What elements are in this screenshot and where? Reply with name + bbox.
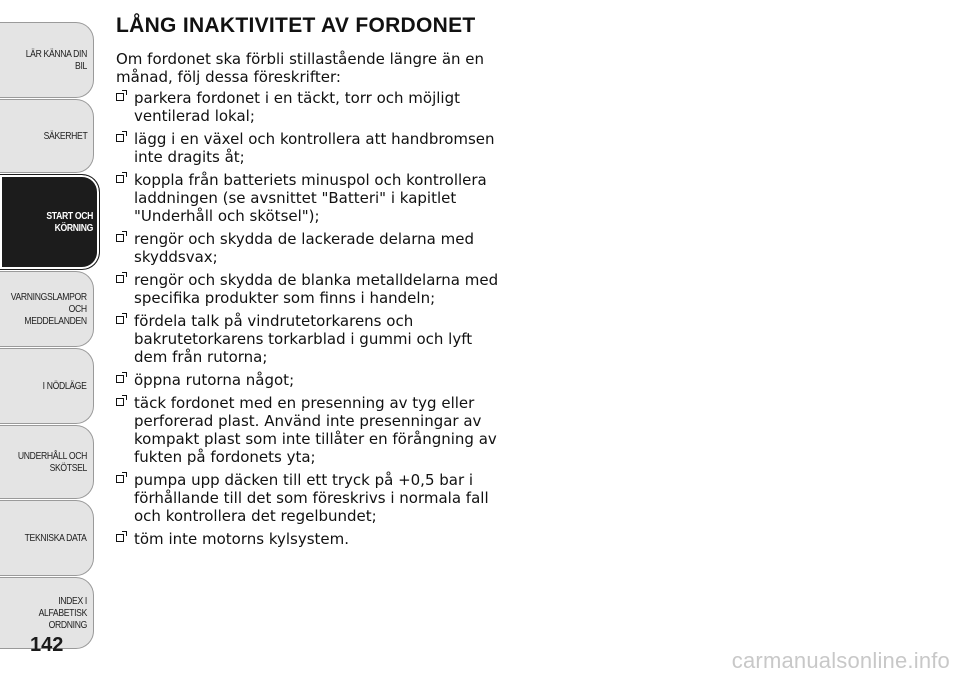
list-item bbox=[116, 230, 506, 266]
tab-label: UNDERHÅLL OCH SKÖTSEL bbox=[17, 450, 87, 474]
list-item-text: rengör och skydda de lackerade delarna med skyddsvax; bbox=[134, 230, 474, 266]
main-content bbox=[116, 14, 506, 553]
tab-start-och-korning[interactable] bbox=[0, 174, 100, 270]
checkbox-bullet-icon bbox=[116, 93, 124, 101]
checkbox-bullet-icon bbox=[116, 475, 124, 483]
tab-label: I NÖDLÄGE bbox=[43, 380, 87, 392]
list-item bbox=[116, 130, 506, 166]
watermark: carmanualsonline.info bbox=[731, 648, 950, 673]
tab-lar-kanna-din-bil[interactable] bbox=[0, 22, 94, 98]
checkbox-bullet-icon bbox=[116, 534, 124, 542]
list-item-text: pumpa upp däcken till ett tryck på +0,5 bar i förhållande till det som föreskrivs i normala fall och kontrollera det regelbundet; bbox=[134, 471, 489, 525]
tab-i-nodlage[interactable] bbox=[0, 348, 94, 424]
tab-label: INDEX I ALFABETISK ORDNING bbox=[38, 595, 87, 631]
checkbox-bullet-icon bbox=[116, 234, 124, 242]
tab-varningslampor-och-meddelanden[interactable] bbox=[0, 271, 94, 347]
page-number: 142 bbox=[30, 634, 64, 656]
list-item-text: täck fordonet med en presenning av tyg eller perforerad plast. Använd inte presenningar av kompakt plast som inte tillåter en förångning av fukten på fordonets yta; bbox=[134, 394, 497, 466]
checkbox-bullet-icon bbox=[116, 375, 124, 383]
tab-sakerhet[interactable] bbox=[0, 99, 94, 173]
instruction-list bbox=[116, 89, 506, 548]
list-item bbox=[116, 171, 506, 225]
list-item-text: fördela talk på vindrutetorkarens och bakrutetorkarens torkarblad i gummi och lyft dem från rutorna; bbox=[134, 312, 473, 366]
list-item bbox=[116, 312, 506, 366]
list-item-text: rengör och skydda de blanka metalldelarna med specifika produkter som finns i handeln; bbox=[134, 271, 499, 307]
list-item bbox=[116, 89, 506, 125]
list-item-text: öppna rutorna något; bbox=[134, 371, 295, 389]
checkbox-bullet-icon bbox=[116, 134, 124, 142]
list-item-text: parkera fordonet i en täckt, torr och möjligt ventilerad lokal; bbox=[134, 89, 460, 125]
list-item bbox=[116, 471, 506, 525]
tab-underhall-och-skotsel[interactable] bbox=[0, 425, 94, 499]
checkbox-bullet-icon bbox=[116, 398, 124, 406]
tab-label: START OCH KÖRNING bbox=[46, 210, 93, 234]
checkbox-bullet-icon bbox=[116, 175, 124, 183]
intro-paragraph: Om fordonet ska förbli stillastående längre än en månad, följ dessa föreskrifter: bbox=[116, 50, 485, 86]
list-item-text: koppla från batteriets minuspol och kontrollera laddningen (se avsnittet "Batteri" i kapitlet "Underhåll och skötsel"); bbox=[134, 171, 487, 225]
list-item bbox=[116, 371, 506, 389]
tab-label: TEKNISKA DATA bbox=[25, 532, 87, 544]
tab-tekniska-data[interactable] bbox=[0, 500, 94, 576]
section-heading: LÅNG INAKTIVITET AV FORDONET bbox=[116, 14, 476, 37]
list-item bbox=[116, 394, 506, 466]
list-item bbox=[116, 271, 506, 307]
checkbox-bullet-icon bbox=[116, 275, 124, 283]
list-item-text: lägg i en växel och kontrollera att handbromsen inte dragits åt; bbox=[134, 130, 495, 166]
checkbox-bullet-icon bbox=[116, 316, 124, 324]
list-item-text: töm inte motorns kylsystem. bbox=[134, 530, 350, 548]
list-item bbox=[116, 530, 506, 548]
tab-label: SÄKERHET bbox=[43, 130, 87, 142]
tab-label: VARNINGSLAMPOR OCH MEDDELANDEN bbox=[10, 291, 87, 327]
tab-label: LÄR KÄNNA DIN BIL bbox=[25, 48, 88, 72]
